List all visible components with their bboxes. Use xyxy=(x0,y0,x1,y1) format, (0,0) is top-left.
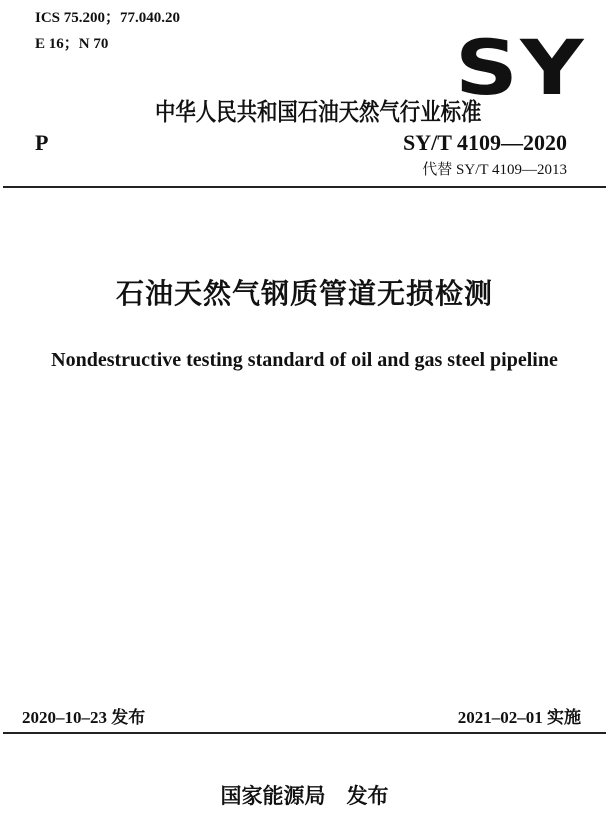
header-rule xyxy=(3,186,606,188)
implement-date: 2021–02–01 实施 xyxy=(457,708,581,727)
issuer: 国家能源局 发布 xyxy=(220,784,389,808)
replaces-note: 代替 SY/T 4109—2013 xyxy=(422,162,567,178)
sy-logo: SY xyxy=(455,23,586,112)
industry-standard-heading: 中华人民共和国石油天然气行业标准 xyxy=(155,98,482,126)
ics-code: ICS 75.200；77.040.20 xyxy=(35,10,181,26)
category-letter: P xyxy=(35,130,49,155)
standard-number: SY/T 4109—2020 xyxy=(402,130,567,155)
ccs-code: E 16；N 70 xyxy=(35,36,109,52)
footer-rule xyxy=(3,732,606,734)
title-en: Nondestructive testing standard of oil and gas steel pipeline xyxy=(51,349,558,371)
issue-date: 2020–10–23 发布 xyxy=(22,708,146,727)
title-cn: 石油天然气钢质管道无损检测 xyxy=(115,277,493,310)
